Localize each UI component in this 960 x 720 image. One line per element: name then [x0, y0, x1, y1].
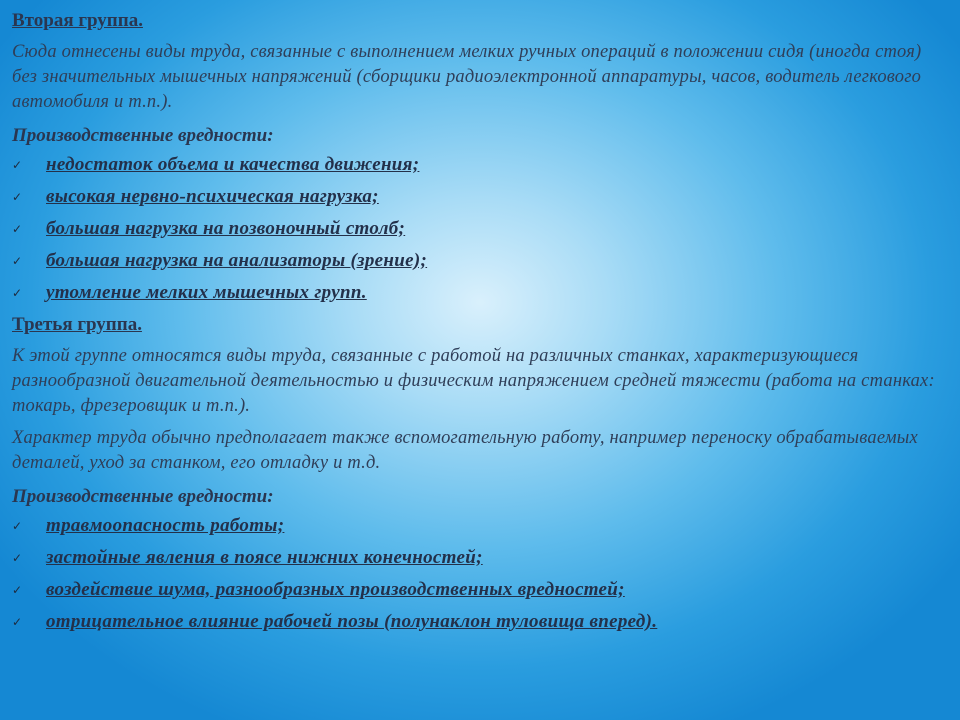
checkmark-icon: ✓ — [12, 254, 23, 268]
checkmark-icon: ✓ — [12, 286, 23, 300]
hazard-text: утомление мелких мышечных групп. — [46, 282, 367, 303]
checkmark-icon: ✓ — [12, 158, 23, 172]
hazard-text: большая нагрузка на позвоночный столб; — [46, 218, 406, 239]
checkmark-icon: ✓ — [12, 583, 23, 597]
hazard-item — [12, 513, 947, 539]
checkmark-icon: ✓ — [12, 222, 23, 236]
hazard-text: застойные явления в поясе нижних конечностей; — [46, 547, 483, 568]
checkmark-icon: ✓ — [12, 190, 23, 204]
section-3-hazards-list — [12, 513, 947, 635]
section-2-heading: Вторая группа. — [12, 10, 143, 31]
checkmark-icon: ✓ — [12, 551, 23, 565]
hazard-item — [12, 609, 947, 635]
hazard-item — [12, 248, 947, 274]
hazard-item — [12, 280, 947, 306]
section-3-heading: Третья группа. — [12, 314, 142, 335]
hazard-item — [12, 577, 947, 603]
section-2-description: Сюда отнесены виды труда, связанные с выполнением мелких ручных операций в положении сидя (иногда стоя) без значительных мышечных напряжений (сборщики радиоэлектронной аппаратуры, часов, водитель легкового автомобиля и т.п.). — [12, 42, 922, 112]
slide-content — [12, 8, 947, 641]
hazard-text: отрицательное влияние рабочей позы (полунаклон туловища вперед). — [46, 611, 658, 632]
checkmark-icon: ✓ — [12, 519, 23, 533]
hazard-text: высокая нервно-психическая нагрузка; — [46, 186, 379, 207]
section-2-hazards-title: Производственные вредности: — [12, 125, 274, 146]
section-3-description-2: Характер труда обычно предполагает также вспомогательную работу, например переноску обрабатываемых деталей, уход за станком, его отладку и т.д. — [12, 428, 918, 473]
section-2-hazards-list — [12, 152, 947, 306]
hazard-item — [12, 216, 947, 242]
hazard-item — [12, 152, 947, 178]
hazard-item — [12, 184, 947, 210]
section-3-description: К этой группе относятся виды труда, связанные с работой на различных станках, характеризующиеся разнообразной двигательной деятельностью и физическим напряжением средней тяжести (работа на станках: токарь, фрезеровщик и т.п.). — [12, 346, 935, 416]
section-3-hazards-title: Производственные вредности: — [12, 486, 274, 507]
hazard-text: большая нагрузка на анализаторы (зрение); — [46, 250, 428, 271]
checkmark-icon: ✓ — [12, 615, 23, 629]
hazard-text: травмоопасность работы; — [46, 515, 285, 536]
hazard-text: недостаток объема и качества движения; — [46, 154, 420, 175]
hazard-item — [12, 545, 947, 571]
hazard-text: воздействие шума, разнообразных производственных вредностей; — [46, 579, 625, 600]
